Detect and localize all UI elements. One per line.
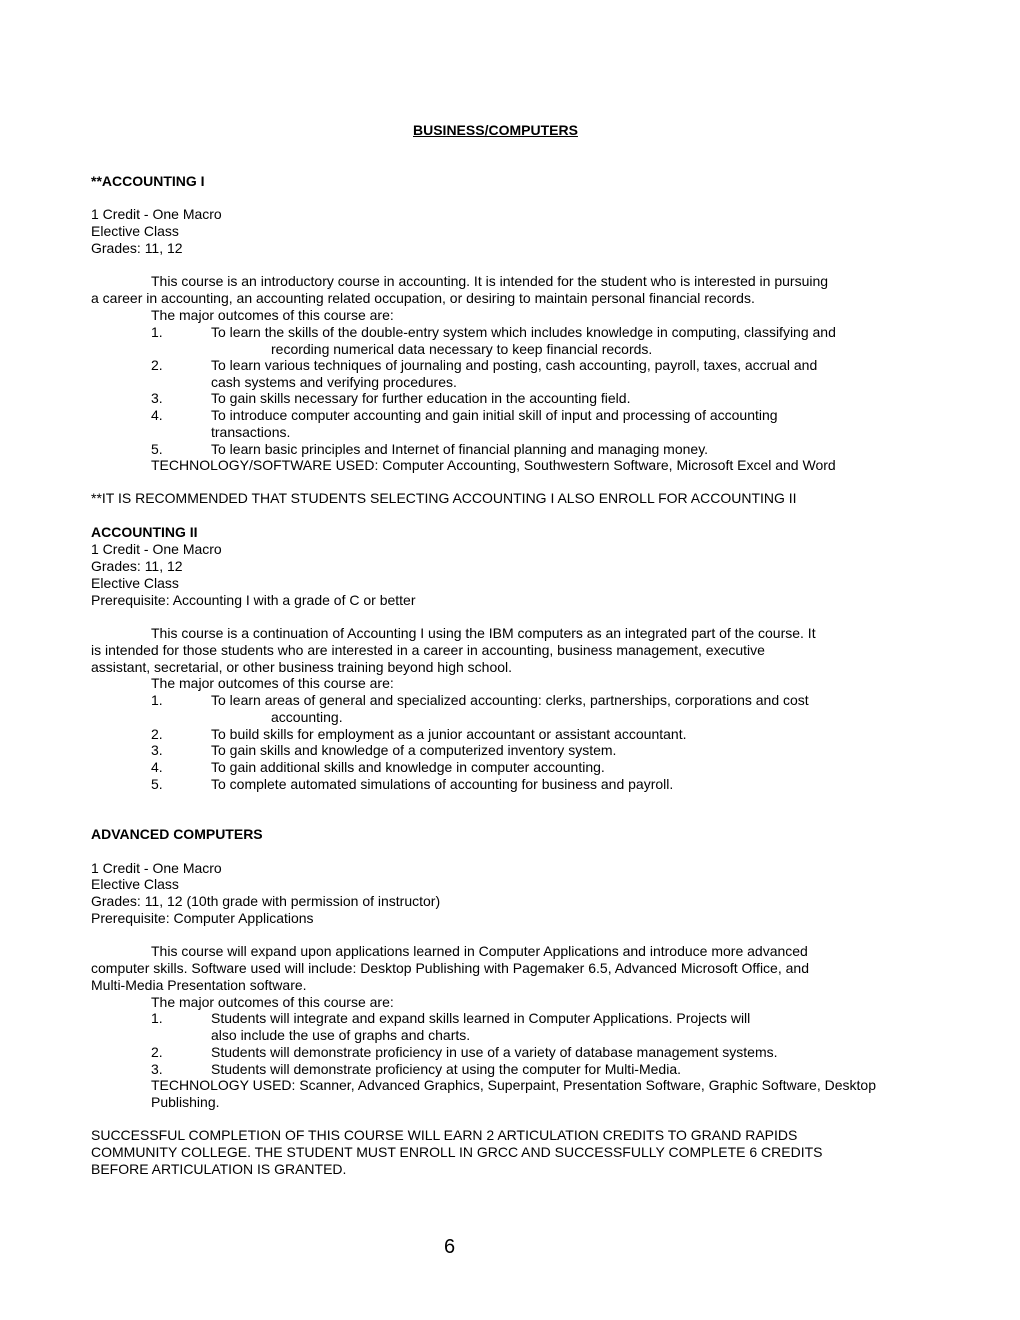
outcome-number: 3. (151, 742, 163, 758)
course-intro: computer skills. Software used will include: Desktop Publishing with Pagemaker 6.5, Advanced Microsoft Office, and (91, 960, 809, 976)
outcome-text: accounting. (271, 709, 343, 725)
outcomes-heading: The major outcomes of this course are: (151, 307, 394, 323)
course-prerequisite: Prerequisite: Computer Applications (91, 910, 314, 926)
outcome-number: 1. (151, 692, 163, 708)
course-meta: Elective Class (91, 876, 179, 892)
outcome-text: Students will demonstrate proficiency at using the computer for Multi-Media. (211, 1061, 681, 1077)
articulation-note: COMMUNITY COLLEGE. THE STUDENT MUST ENROLL IN GRCC AND SUCCESSFULLY COMPLETE 6 CREDITS (91, 1144, 823, 1160)
outcome-text: To complete automated simulations of accounting for business and payroll. (211, 776, 674, 792)
recommendation-note: **IT IS RECOMMENDED THAT STUDENTS SELECTING ACCOUNTING I ALSO ENROLL FOR ACCOUNTING II (91, 490, 797, 506)
course-intro: This course is an introductory course in accounting. It is intended for the student who is interested in pursuing (151, 273, 829, 289)
articulation-note: SUCCESSFUL COMPLETION OF THIS COURSE WILL EARN 2 ARTICULATION CREDITS TO GRAND RAPIDS (91, 1127, 798, 1143)
outcome-number: 1. (151, 324, 163, 340)
outcome-number: 2. (151, 1044, 163, 1060)
outcome-text: To introduce computer accounting and gain initial skill of input and processing of accounting (211, 407, 778, 423)
course-meta: Grades: 11, 12 (91, 240, 183, 256)
outcome-text: also include the use of graphs and charts. (211, 1027, 471, 1043)
course-intro: Multi-Media Presentation software. (91, 977, 307, 993)
course-intro: a career in accounting, an accounting related occupation, or desiring to maintain personal financial records. (91, 290, 755, 306)
technology-used: TECHNOLOGY/SOFTWARE USED: Computer Accounting, Southwestern Software, Microsoft Excel and Word (151, 457, 836, 473)
course-meta: 1 Credit - One Macro (91, 860, 222, 876)
course-meta: Grades: 11, 12 (91, 558, 183, 574)
outcome-text: To learn the skills of the double-entry system which includes knowledge in computing, classifying and (211, 324, 836, 340)
outcome-text: To gain skills necessary for further education in the accounting field. (211, 390, 631, 406)
outcomes-heading: The major outcomes of this course are: (151, 675, 394, 691)
page-number: 6 (444, 1236, 456, 1258)
course-title-accounting-2: ACCOUNTING II (91, 524, 198, 540)
outcome-number: 2. (151, 357, 163, 373)
outcome-text: To build skills for employment as a junior accountant or assistant accountant. (211, 726, 687, 742)
outcome-text: transactions. (211, 424, 291, 440)
course-meta: Grades: 11, 12 (10th grade with permission of instructor) (91, 893, 441, 909)
outcome-number: 1. (151, 1010, 163, 1026)
outcome-text: To gain skills and knowledge of a computerized inventory system. (211, 742, 617, 758)
course-title-advanced-computers: ADVANCED COMPUTERS (91, 826, 263, 842)
outcome-number: 4. (151, 759, 163, 775)
outcome-text: Students will demonstrate proficiency in use of a variety of database management systems. (211, 1044, 778, 1060)
outcome-number: 2. (151, 726, 163, 742)
outcome-text: To learn various techniques of journaling and posting, cash accounting, payroll, taxes, accrual and (211, 357, 818, 373)
course-intro: is intended for those students who are interested in a career in accounting, business management, executive (91, 642, 765, 658)
outcome-text: To learn basic principles and Internet of financial planning and managing money. (211, 441, 709, 457)
technology-used: Publishing. (151, 1094, 220, 1110)
outcome-text: To learn areas of general and specialized accounting: clerks, partnerships, corporations and cost (211, 692, 809, 708)
outcome-number: 3. (151, 1061, 163, 1077)
course-intro: This course will expand upon applications learned in Computer Applications and introduce more advanced (151, 943, 808, 959)
course-prerequisite: Prerequisite: Accounting I with a grade of C or better (91, 592, 416, 608)
outcome-text: Students will integrate and expand skills learned in Computer Applications. Projects will (211, 1010, 751, 1026)
articulation-note: BEFORE ARTICULATION IS GRANTED. (91, 1161, 347, 1177)
course-intro: assistant, secretarial, or other business training beyond high school. (91, 659, 513, 675)
course-title-accounting-1: **ACCOUNTING I (91, 173, 205, 189)
outcome-number: 5. (151, 441, 163, 457)
page-title: BUSINESS/COMPUTERS (413, 122, 578, 138)
outcomes-heading: The major outcomes of this course are: (151, 994, 394, 1010)
course-meta: 1 Credit - One Macro (91, 206, 222, 222)
outcome-number: 5. (151, 776, 163, 792)
technology-used: TECHNOLOGY USED: Scanner, Advanced Graphics, Superpaint, Presentation Software, Graphic Software, Desktop (151, 1077, 876, 1093)
outcome-text: To gain additional skills and knowledge in computer accounting. (211, 759, 605, 775)
course-meta: 1 Credit - One Macro (91, 541, 222, 557)
outcome-text: recording numerical data necessary to keep financial records. (271, 341, 653, 357)
course-meta: Elective Class (91, 223, 179, 239)
course-intro: This course is a continuation of Accounting I using the IBM computers as an integrated part of the course. It (151, 625, 816, 641)
outcome-text: cash systems and verifying procedures. (211, 374, 457, 390)
outcome-number: 4. (151, 407, 163, 423)
outcome-number: 3. (151, 390, 163, 406)
course-meta: Elective Class (91, 575, 179, 591)
